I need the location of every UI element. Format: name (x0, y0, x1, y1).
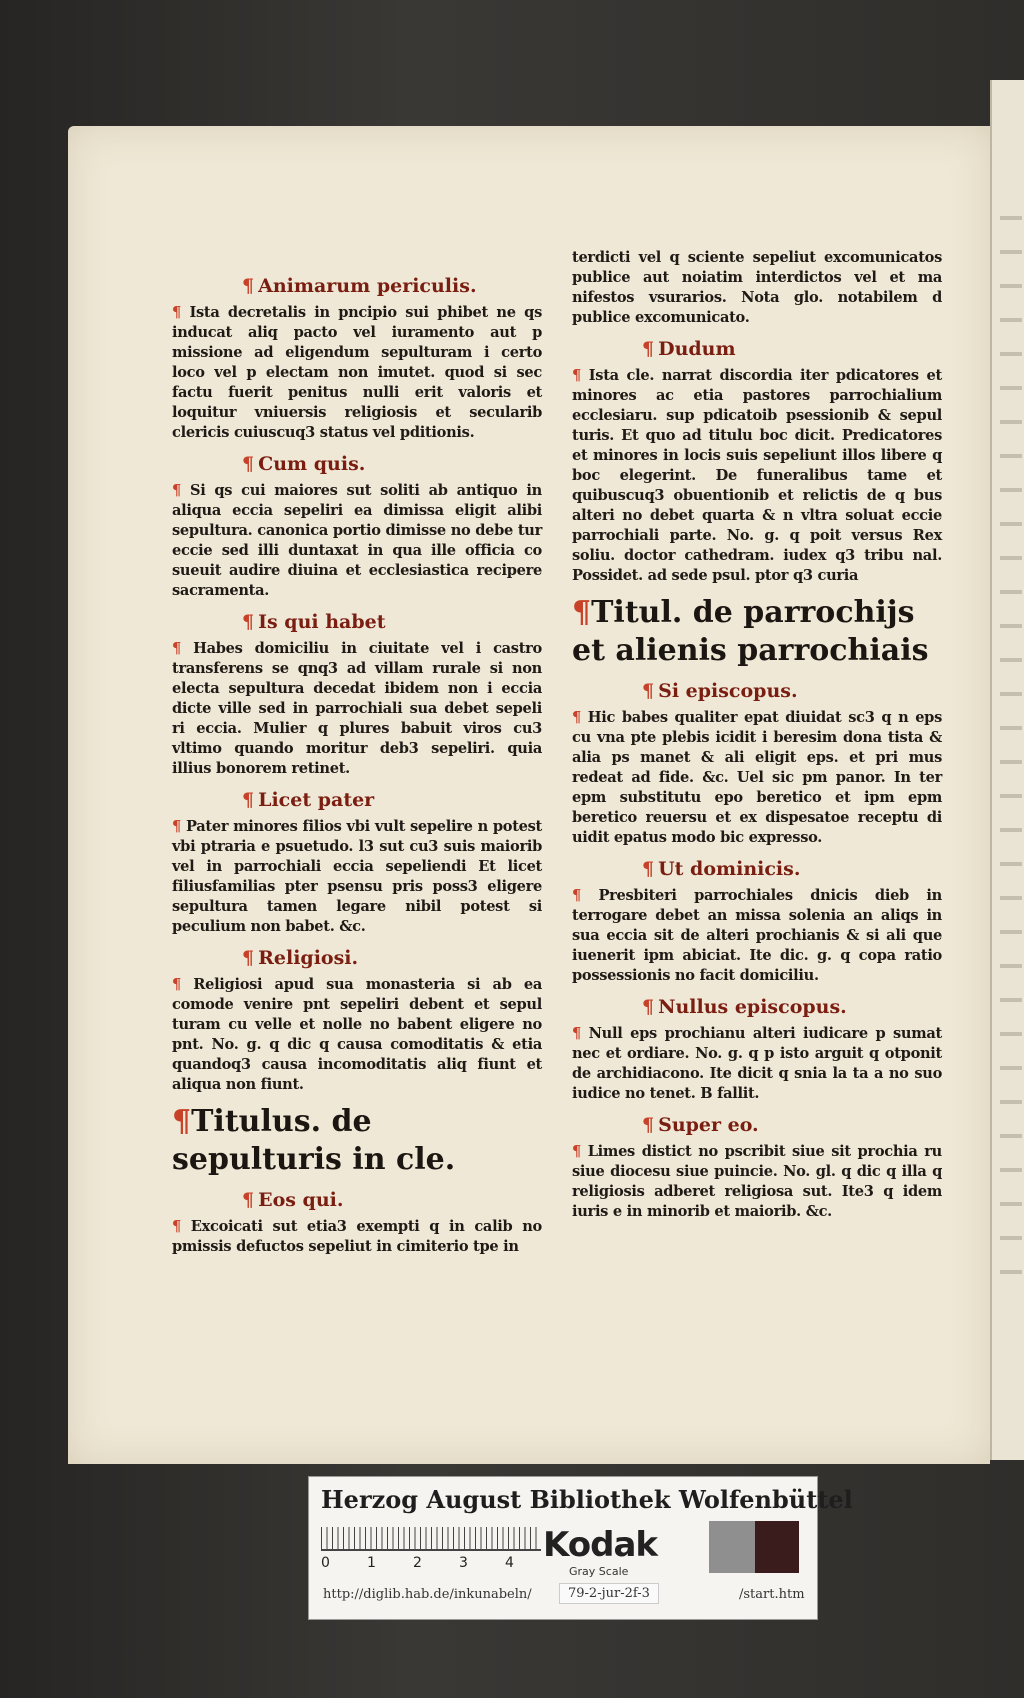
pilcrow-icon: ¶ (242, 789, 255, 811)
section-heading: ¶ Animarum periculis. (242, 275, 477, 297)
pilcrow-icon: ¶ (642, 1114, 655, 1136)
title-heading: ¶Titulus. de sepulturis in cle. (172, 1104, 456, 1177)
pilcrow-icon: ¶ (172, 304, 190, 321)
gray-patch (709, 1521, 755, 1573)
section-heading: ¶ Licet pater (242, 789, 375, 811)
section-text: ¶ Religiosi apud sua monasteria si ab ea comode venire pnt sepeliri debent et sepul turam cu velle et nolle no babent eligere no pnt. No. g. q dic q causa comoditatis & etia quandoq3 causa incomoditatis aliq fiunt et aliqua non fiunt. (172, 976, 542, 1093)
pilcrow-icon: ¶ (242, 453, 255, 475)
library-url: http://diglib.hab.de/inkunabeln/ (323, 1587, 532, 1602)
right-column (572, 248, 942, 1228)
pilcrow-icon: ¶ (572, 1143, 588, 1160)
pilcrow-icon: ¶ (572, 709, 588, 726)
pilcrow-icon: ¶ (572, 367, 589, 384)
pilcrow-icon: ¶ (172, 1104, 192, 1139)
section-heading: ¶ Dudum (642, 338, 736, 360)
kodak-logo: Kodak (543, 1525, 657, 1565)
ruler-number: 4 (505, 1555, 514, 1571)
scale-ruler (321, 1527, 541, 1551)
dark-patch (755, 1521, 799, 1573)
section-text: terdicti vel q sciente sepeliut excomunicatos publice aut noiatim interdictos vel et ma nifestos vsurarios. Nota glo. notabilem d publice excomunicato. (572, 249, 942, 326)
section-heading: ¶ Nullus episcopus. (642, 996, 847, 1018)
ruler-number: 1 (367, 1555, 376, 1571)
title-heading: ¶Titul. de parrochijs et alienis parrochiais (572, 595, 929, 668)
section-text: ¶ Null eps prochianu alteri iudicare p sumat nec et ordiare. No. g. q p isto arguit q otponit de archidiacono. Ite dicit q snia la ta a no suo iudice no tenet. B fallit. (572, 1025, 942, 1102)
grayscale-label: Gray Scale (569, 1565, 629, 1578)
pilcrow-icon: ¶ (172, 818, 186, 835)
section-heading: ¶ Is qui habet (242, 611, 386, 633)
pilcrow-icon: ¶ (572, 1025, 589, 1042)
section-text: ¶ Pater minores filios vbi vult sepelire n potest vbi ptraria e psuetudo. l3 sut cu3 suis maiorib vel in parrochiali eccia sepeliendi Et licet filiusfamilias pter psensu pris poss3 eligere sepultura tamen legare nibil potest si peculium non babet. &c. (172, 818, 542, 935)
pilcrow-icon: ¶ (172, 1218, 191, 1235)
pilcrow-icon: ¶ (242, 611, 255, 633)
pilcrow-icon: ¶ (172, 482, 190, 499)
section-heading: ¶ Ut dominicis. (642, 858, 801, 880)
left-column (172, 265, 542, 1263)
ruler-number: 2 (413, 1555, 422, 1571)
pilcrow-icon: ¶ (642, 338, 655, 360)
section-heading: ¶ Cum quis. (242, 453, 366, 475)
shelfmark: 79-2-jur-2f-3 (559, 1583, 659, 1604)
pilcrow-icon: ¶ (572, 887, 599, 904)
facing-page-text (1000, 200, 1022, 1300)
section-text: ¶ Hic babes qualiter epat diuidat sc3 q n eps cu vna pte plebis icidit i beresim dona tista & alia ps manet & ali eligit eps. et pri mus redeat ad fide. &c. Uel sic pm panor. In ter epm substitutu epo beretico et ipm epm beretico reuersu et ex dispesatoe receptu di uidit epatus modo bic expresso. (572, 709, 942, 846)
section-text: ¶ Presbiteri parrochiales dnicis dieb in terrogare debet an missa solenia an aliqs in sua eccia sit de alteri prochianis & si ali que iuenerit ipm abiciat. Ite dic. g. q copa ratio possessionis no facit domiciliu. (572, 887, 942, 984)
section-text: ¶ Limes distict no pscribit siue sit prochia ru siue diocesu siue puincie. No. gl. q dic q illa q religiosis adberet religiosa sut. Ite3 q idem iuris e in minorib et maiorib. &c. (572, 1143, 942, 1220)
library-label (308, 1476, 853, 1620)
ruler-number: 3 (459, 1555, 468, 1571)
section-heading: ¶ Eos qui. (242, 1189, 344, 1211)
pilcrow-icon: ¶ (242, 275, 255, 297)
start-page: /start.htm (739, 1587, 805, 1602)
pilcrow-icon: ¶ (242, 1189, 255, 1211)
pilcrow-icon: ¶ (572, 595, 592, 630)
section-text: ¶ Ista cle. narrat discordia iter pdicatores et minores ac etia pastores parrochialium ecclesiaru. sup pdicatoib psessionib & sepul turis. Et quo ad titulu boc dicit. Predicatores et minores in locis suis sepeliunt illos libere q boc elegerint. De funeralibus tame et quibuscuq3 obuentionib et relictis de q bus alteri no debet quarta & n vltra soluat eccie parrochiali parte. No. g. q poit versus Rex soliu. doctor cathedram. iudex q3 tribu nal. Possidet. ad sede psul. ptor q3 curia (572, 367, 942, 584)
section-text: ¶ Habes domiciliu in ciuitate vel i castro transferens se qnq3 ad villam rurale si non electa sepultura decedat ibidem non i eccia dicte ville sed in parrochiali sua debet sepeli ri eccia. Mulier q plures babuit viros cu3 vltimo quando moritur deb3 sepeliri. quia illius bonorem retinet. (172, 640, 542, 777)
library-name: Herzog August Bibliothek Wolfenbüttel (321, 1485, 853, 1514)
section-text: ¶ Ista decretalis in pncipio sui phibet ne qs inducat aliq pacto vel iuramento aut p missione ad eligendum sepulturam i certo loco vel p electam non imutet. quod si sec factu fuerit penitus nulli erit valoris et loquitur vniuersis religiosis et secularib clericis cuiuscuq3 status vel pditionis. (172, 304, 542, 441)
section-heading: ¶ Si episcopus. (642, 680, 798, 702)
facing-page-edge (990, 80, 1024, 1460)
section-text: ¶ Si qs cui maiores sut soliti ab antiquo in aliqua eccia sepeliri ea dimissa eligit alibi sepultura. canonica portio dimisse no debe tur eccie sed illi duntaxat in qua ille officia co sueuit audire diuina et ecclesiastica recipere sacramenta. (172, 482, 542, 599)
pilcrow-icon: ¶ (642, 858, 655, 880)
pilcrow-icon: ¶ (172, 640, 194, 657)
ruler-number: 0 (321, 1555, 330, 1571)
section-heading: ¶ Religiosi. (242, 947, 359, 969)
pilcrow-icon: ¶ (642, 680, 655, 702)
section-text: ¶ Excoicati sut etia3 exempti q in calib no pmissis defuctos sepeliut in cimiterio tpe in (172, 1218, 542, 1255)
section-heading: ¶ Super eo. (642, 1114, 759, 1136)
pilcrow-icon: ¶ (242, 947, 255, 969)
pilcrow-icon: ¶ (642, 996, 655, 1018)
pilcrow-icon: ¶ (172, 976, 194, 993)
